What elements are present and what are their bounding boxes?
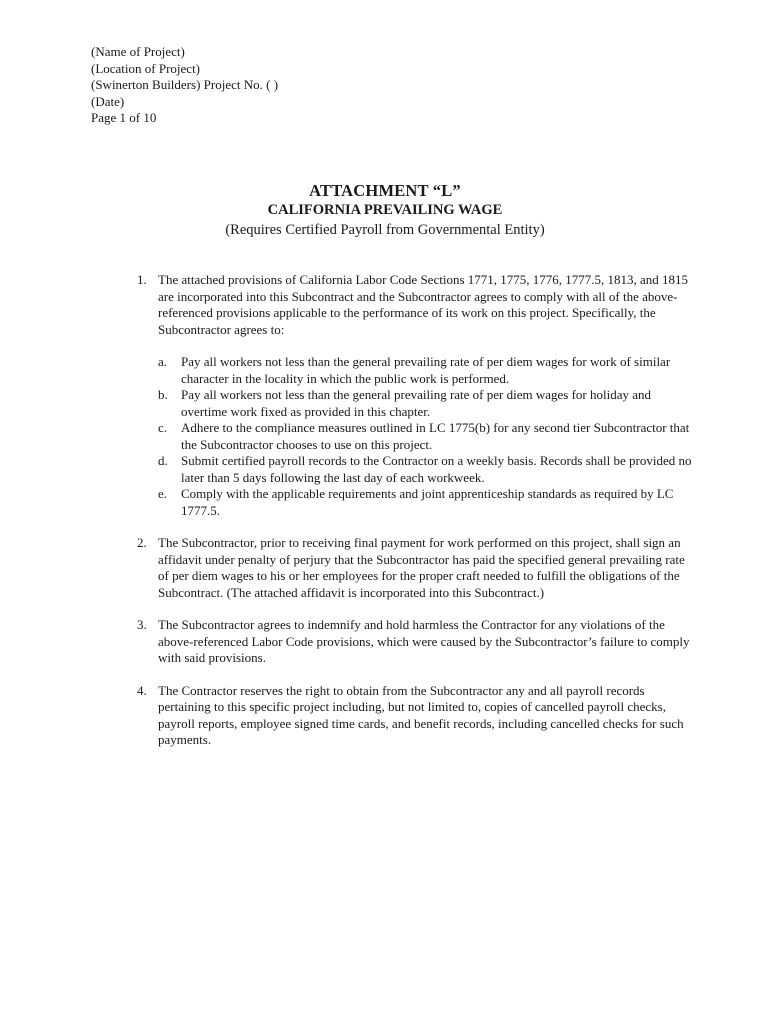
project-location: (Location of Project) <box>91 60 201 76</box>
subitem-letter: c. <box>158 420 168 435</box>
clause-item <box>137 272 697 519</box>
subitem <box>158 486 697 519</box>
attachment-note: (Requires Certified Payroll from Governmental Entity) <box>225 222 545 238</box>
subitem <box>158 354 697 387</box>
clause-text: The attached provisions of California Labor Code Sections 1771, 1775, 1776, 1777.5, 1813, and 1815 are incorporated into this Subcontract and the Subcontractor agrees to comply with all of the above-referenced provisions applicable to the performance of its work on this project. Specifically, the Subcontractor agrees to: <box>158 272 689 337</box>
project-name: (Name of Project) <box>91 44 185 59</box>
subitem <box>158 387 697 420</box>
clause-list <box>137 272 697 765</box>
subitem <box>158 453 697 486</box>
clause-text: The Subcontractor agrees to indemnify and hold harmless the Contractor for any violations of the above-referenced Labor Code provisions, which were caused by the Subcontractor’s failure to comply with said provisions. <box>158 617 690 665</box>
document-title <box>0 181 770 239</box>
clause-number: 2. <box>137 535 147 550</box>
clause-text: The Subcontractor, prior to receiving final payment for work performed on this project, shall sign an affidavit under penalty of perjury that the Subcontractor has paid the specified general prevailing rate of per diem wages to his or her employees for the proper craft needed to fulfill the obligations of the Subcontract. (The attached affidavit is incorporated into this Subcontract.) <box>158 535 685 600</box>
project-number: (Swinerton Builders) Project No. ( ) <box>91 77 279 92</box>
clause-item <box>137 617 697 667</box>
subitem <box>158 420 697 453</box>
project-date: (Date) <box>91 93 125 109</box>
subitem-letter: d. <box>158 453 168 468</box>
subitem-list <box>158 354 697 519</box>
clause-item <box>137 535 697 601</box>
clause-text: The Contractor reserves the right to obtain from the Subcontractor any and all payroll records pertaining to this specific project including, but not limited to, copies of cancelled payroll checks, payroll reports, employee signed time cards, and benefit records, including cancelled checks for such payments. <box>158 682 684 747</box>
subitem-text: Comply with the applicable requirements and joint apprenticeship standards as required by LC 1777.5. <box>181 486 674 518</box>
project-header <box>91 44 491 127</box>
attachment-title: ATTACHMENT “L” <box>309 181 461 200</box>
attachment-subtitle: CALIFORNIA PREVAILING WAGE <box>267 202 503 218</box>
page-indicator: Page 1 of 10 <box>91 110 157 125</box>
clause-number: 1. <box>137 272 147 287</box>
subitem-letter: e. <box>158 486 168 501</box>
clause-number: 4. <box>137 682 147 698</box>
subitem-letter: b. <box>158 387 168 402</box>
subitem-letter: a. <box>158 354 168 369</box>
subitem-text: Adhere to the compliance measures outlined in LC 1775(b) for any second tier Subcontractor that the Subcontractor chooses to use on this project. <box>181 420 690 452</box>
clause-number: 3. <box>137 617 147 632</box>
clause-item <box>137 683 697 749</box>
subitem-text: Submit certified payroll records to the Contractor on a weekly basis. Records shall be provided no later than 5 days following the last day of each workweek. <box>181 453 692 485</box>
subitem-text: Pay all workers not less than the general prevailing rate of per diem wages for work of similar character in the locality in which the public work is performed. <box>181 354 671 386</box>
subitem-text: Pay all workers not less than the general prevailing rate of per diem wages for holiday and overtime work fixed as provided in this chapter. <box>181 387 652 419</box>
